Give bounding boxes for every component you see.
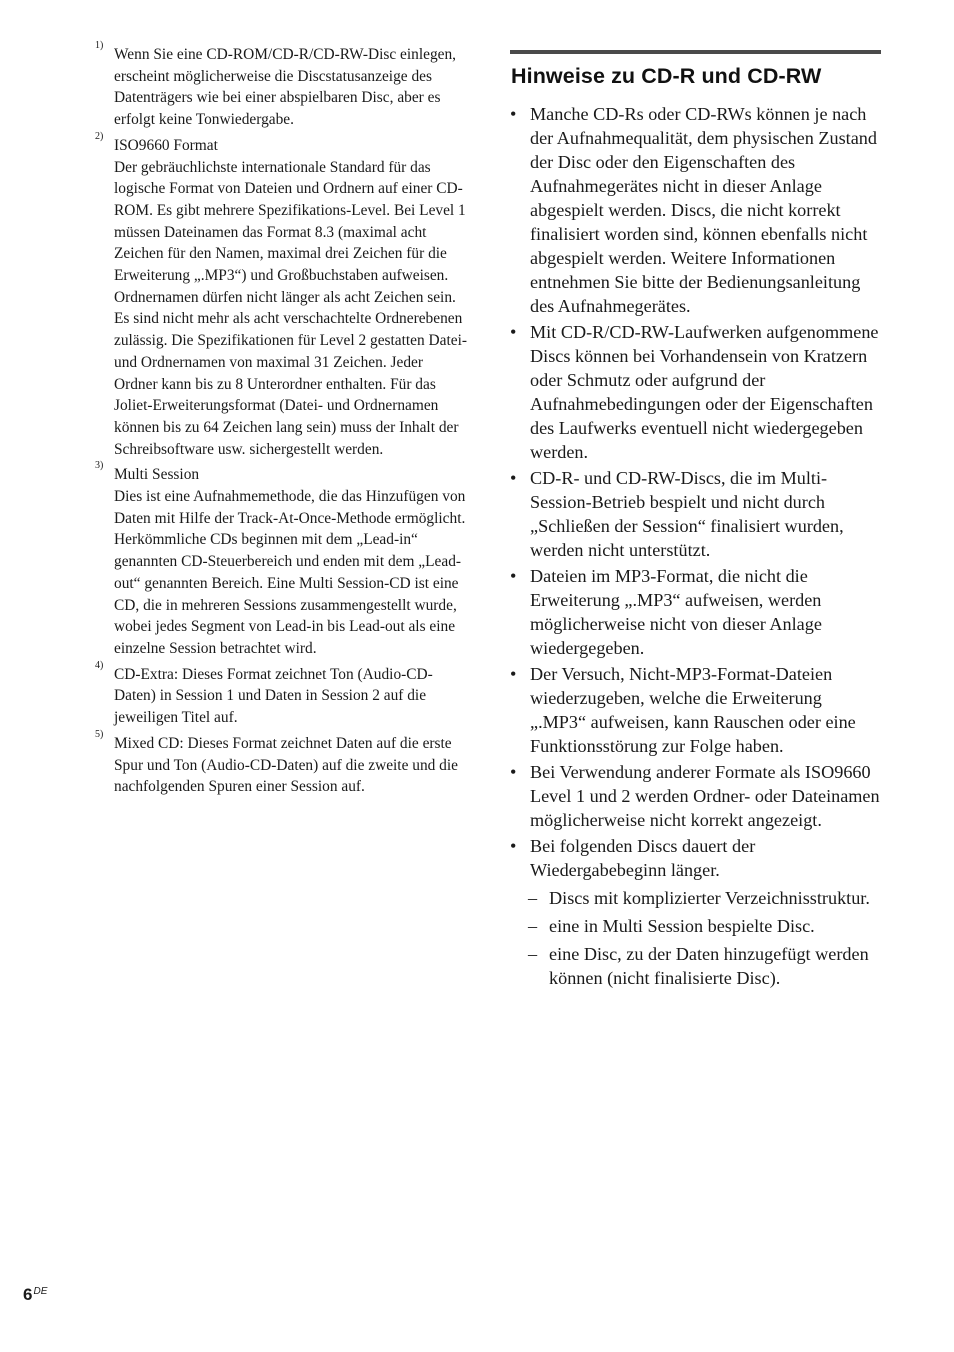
footnote-marker: 3) xyxy=(95,460,104,472)
sub-list-item xyxy=(510,914,882,938)
bullet-item xyxy=(510,466,882,562)
footnote-title: Multi Session xyxy=(114,466,200,484)
footnote-text: Mixed CD: Dieses Format zeichnet Daten auf die erste Spur und Ton (Audio-CD-Daten) auf die zweite und die nachfolgenden Spuren einer Session auf. xyxy=(114,734,458,796)
dash-symbol: – xyxy=(528,888,538,908)
page-number-language: DE xyxy=(33,1286,48,1297)
bullet-symbol: • xyxy=(510,104,517,124)
bullet-text: Mit CD-R/CD-RW-Laufwerken aufgenommene Discs können bei Vorhandensein von Kratzern oder Schmutz oder aufgrund der Aufnahmebedingungen oder der Eigenschaften des Laufwerks eventuell nicht wiedergegeben werden. xyxy=(530,322,879,462)
footnote-text: Der gebräuchlichste internationale Standard für das logische Format von Dateien und Ordnern auf einer CD-ROM. Es gibt mehrere Spezifikations-Level. Bei Level 1 müssen Dateinamen das Format 8.3 (maximal acht Zeichen für den Namen, maximal drei Zeichen für die Erweiterung „.MP3“) und Großbuchstaben aufweisen. Ordnernamen dürfen nicht länger als acht Zeichen sein. Es sind nicht mehr als acht verschachtelte Ordnerebenen zulässig. Die Spezifikationen für Level 2 gestatten Datei- und Ordnernamen von maximal 31 Zeichen. Jeder Ordner kann bis zu 8 Unterordner enthalten. Für das Joliet-Erweiterungsformat (Datei- und Ordnernamen können bis zu 64 Zeichen lang sein) muss der Inhalt der Schreibsoftware usw. sichergestellt werden. xyxy=(114,158,468,458)
heading-rule xyxy=(510,50,881,54)
footnote-marker: 1) xyxy=(95,40,104,51)
bullet-symbol: • xyxy=(510,664,517,684)
footnote-title: ISO9660 Format xyxy=(114,136,218,154)
bullet-symbol: • xyxy=(510,566,517,586)
bullet-text: Dateien im MP3-Format, die nicht die Erweiterung „.MP3“ aufweisen, werden möglicherweise nicht von dieser Anlage wiedergegeben. xyxy=(530,566,822,658)
bullet-text: CD-R- und CD-RW-Discs, die im Multi-Session-Betrieb bespielt und nicht durch „Schließen der Session“ finalisiert wurden, werden nicht unterstützt. xyxy=(530,468,844,560)
sub-list-text: Discs mit komplizierter Verzeichnisstruktur. xyxy=(549,888,870,908)
page-number-value: 6 xyxy=(23,1285,33,1304)
bullet-item xyxy=(510,760,882,832)
sub-list-item xyxy=(510,942,882,990)
sub-list-item xyxy=(510,886,882,910)
bullet-item xyxy=(510,662,882,758)
bullet-item xyxy=(510,320,882,464)
footnote-text: CD-Extra: Dieses Format zeichnet Ton (Audio-CD-Daten) in Session 1 und Daten in Session 2 auf die jeweiligen Titel auf. xyxy=(114,665,433,727)
footnote-text: Dies ist eine Aufnahmemethode, die das Hinzufügen von Daten mit Hilfe der Track-At-Once-Methode ermöglicht. xyxy=(114,488,466,527)
footnote-marker: 4) xyxy=(95,659,104,671)
footnote-4 xyxy=(92,659,470,729)
bullet-item xyxy=(510,564,882,660)
bullet-text: Bei folgenden Discs dauert der Wiedergabebeginn länger. xyxy=(530,836,756,880)
bullet-text: Manche CD-Rs oder CD-RWs können je nach der Aufnahmequalität, dem physischen Zustand der Disc oder den Eigenschaften des Aufnahmegerätes nicht in dieser Anlage abgespielt werden. Discs, die nicht korrekt finalisiert worden sind, können ebenfalls nicht abgespielt werden. Weitere Informationen entnehmen Sie bitte der Bedienungsanleitung des Aufnahmegerätes. xyxy=(530,104,877,316)
footnote-1 xyxy=(92,40,470,131)
footnote-3 xyxy=(92,460,470,659)
footnote-marker: 2) xyxy=(95,130,104,142)
footnote-2 xyxy=(92,130,470,461)
bullet-text: Bei Verwendung anderer Formate als ISO9660 Level 1 und 2 werden Ordner- oder Dateinamen möglicherweise nicht korrekt angezeigt. xyxy=(530,762,880,830)
sub-list-text: eine in Multi Session bespielte Disc. xyxy=(549,916,815,936)
dash-symbol: – xyxy=(528,916,538,936)
bullet-text: Der Versuch, Nicht-MP3-Format-Dateien wiederzugeben, welche die Erweiterung „.MP3“ aufweisen, kann Rauschen oder eine Funktionsstörung zur Folge haben. xyxy=(530,664,856,756)
bullet-symbol: • xyxy=(510,322,517,342)
footnote-text: Herkömmliche CDs beginnen mit dem „Lead-in“ genannten CD-Steuerbereich und enden mit dem „Lead-out“ genannten Bereich. Eine Multi Session-CD ist eine CD, die in mehreren Sessions zusammengestellt wurde, wobei jedes Segment von Lead-in bis Lead-out als eine einzelne Session betrachtet wird. xyxy=(114,531,462,657)
page-number xyxy=(23,1282,47,1305)
sub-list-text: eine Disc, zu der Daten hinzugefügt werden können (nicht finalisierte Disc). xyxy=(549,944,869,988)
section-heading: Hinweise zu CD-R und CD-RW xyxy=(511,64,822,88)
bullet-item xyxy=(510,834,882,882)
bullet-list xyxy=(510,102,882,990)
bullet-symbol: • xyxy=(510,836,517,856)
bullet-symbol: • xyxy=(510,762,517,782)
footnotes-column xyxy=(92,40,470,802)
footnote-text: Wenn Sie eine CD-ROM/CD-R/CD-RW-Disc einlegen, erscheint möglicherweise die Discstatusanzeige des Datenträgers wie bei einer abspielbaren Disc, aber es erfolgt keine Tonwiedergabe. xyxy=(114,46,457,129)
bullet-item xyxy=(510,102,882,318)
cd-r-notes-section xyxy=(510,50,882,990)
dash-symbol: – xyxy=(528,944,538,964)
footnote-5 xyxy=(92,728,470,798)
bullet-symbol: • xyxy=(510,468,517,488)
footnote-marker: 5) xyxy=(95,728,104,740)
